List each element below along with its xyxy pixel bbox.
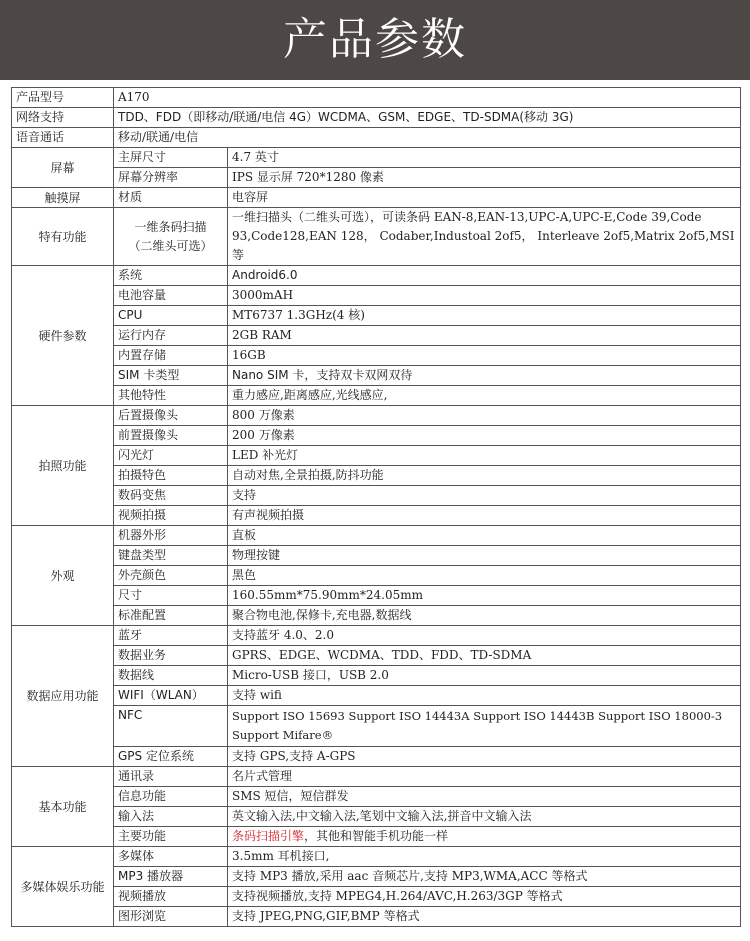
table-row [12,747,741,767]
spec-label: SIM 卡类型 [114,366,228,386]
special-subtitle [114,208,228,266]
spec-value: 支持 GPS,支持 A-GPS [228,747,741,767]
spec-value: A170 [114,88,741,108]
category-special: 特有功能 [12,208,114,266]
table-row [12,426,741,446]
spec-label: 视频播放 [114,887,228,907]
spec-value: Nano SIM 卡，支持双卡双网双待 [228,366,741,386]
spec-value: LED 补光灯 [228,446,741,466]
table-row [12,526,741,546]
table-row [12,386,741,406]
special-sub-line-1: 一维条码扫描 [134,219,207,234]
table-row [12,88,741,108]
spec-value: SMS 短信，短信群发 [228,787,741,807]
spec-label: 信息功能 [114,787,228,807]
spec-label: 机器外形 [114,526,228,546]
category-camera: 拍照功能 [12,406,114,526]
spec-value: 自动对焦,全景拍摄,防抖功能 [228,466,741,486]
table-row [12,366,741,386]
spec-value: 直板 [228,526,741,546]
spec-label: 标准配置 [114,606,228,626]
spec-label: 产品型号 [12,88,114,108]
page-title: 产品参数 [283,14,467,65]
spec-label: 多媒体 [114,847,228,867]
spec-label: 系统 [114,266,228,286]
spec-label: 前置摄像头 [114,426,228,446]
spec-label: MP3 播放器 [114,867,228,887]
table-row [12,867,741,887]
spec-label: 输入法 [114,807,228,827]
table-row [12,626,741,646]
spec-label: 数据线 [114,666,228,686]
spec-value: GPRS、EDGE、WCDMA、TDD、FDD、TD-SDMA [228,646,741,666]
spec-value: 支持视频播放,支持 MPEG4,H.264/AVC,H.263/3GP 等格式 [228,887,741,907]
spec-label: 数码变焦 [114,486,228,506]
table-row [12,168,741,188]
table-row [12,767,741,787]
spec-label: 键盘类型 [114,546,228,566]
spec-value: 聚合物电池,保修卡,充电器,数据线 [228,606,741,626]
spec-label: 拍摄特色 [114,466,228,486]
table-row [12,907,741,927]
spec-value [228,827,741,847]
table-row [12,546,741,566]
main-function-text: ，其他和智能手机功能一样 [304,829,449,843]
table-row [12,666,741,686]
table-row [12,326,741,346]
spec-label: 后置摄像头 [114,406,228,426]
table-row [12,406,741,426]
table-row [12,446,741,466]
spec-label: 电池容量 [114,286,228,306]
spec-value: 重力感应,距离感应,光线感应, [228,386,741,406]
spec-value: 3.5mm 耳机接口, [228,847,741,867]
spec-label: 网络支持 [12,108,114,128]
category-touch: 触摸屏 [12,188,114,208]
table-row [12,586,741,606]
spec-value: Support ISO 15693 Support ISO 14443A Support ISO 14443B Support ISO 18000-3 Support Mifare® [228,706,741,747]
spec-label: 数据业务 [114,646,228,666]
table-row [12,486,741,506]
spec-label: 运行内存 [114,326,228,346]
table-row [12,706,741,747]
table-row [12,787,741,807]
spec-label: 尺寸 [114,586,228,606]
spec-value: 支持 [228,486,741,506]
spec-value: 200 万像素 [228,426,741,446]
spec-label: NFC [114,706,228,747]
spec-label: 其他特性 [114,386,228,406]
special-sub-line-2: （二维头可选） [128,238,213,253]
table-row [12,208,741,266]
spec-value: IPS 显示屏 720*1280 像素 [228,168,741,188]
spec-label: 图形浏览 [114,907,228,927]
spec-label: CPU [114,306,228,326]
table-row [12,466,741,486]
spec-label: GPS 定位系统 [114,747,228,767]
spec-value: 电容屏 [228,188,741,208]
spec-label: WIFI（WLAN） [114,686,228,706]
category-appearance: 外观 [12,526,114,626]
table-row [12,266,741,286]
spec-value: 16GB [228,346,741,366]
spec-value: 160.55mm*75.90mm*24.05mm [228,586,741,606]
table-row [12,887,741,907]
table-row [12,148,741,168]
spec-value: Micro-USB 接口，USB 2.0 [228,666,741,686]
table-row [12,346,741,366]
table-row [12,566,741,586]
table-row [12,606,741,626]
table-row [12,807,741,827]
spec-value: 有声视频拍摄 [228,506,741,526]
spec-label: 主要功能 [114,827,228,847]
spec-value: 支持 wifi [228,686,741,706]
spec-label: 主屏尺寸 [114,148,228,168]
spec-value: 4.7 英寸 [228,148,741,168]
category-data: 数据应用功能 [12,626,114,767]
table-row [12,128,741,148]
spec-label: 蓝牙 [114,626,228,646]
spec-value: 名片式管理 [228,767,741,787]
spec-table [11,87,741,927]
spec-label: 外壳颜色 [114,566,228,586]
category-screen: 屏幕 [12,148,114,188]
spec-value: 支持 JPEG,PNG,GIF,BMP 等格式 [228,907,741,927]
category-basic: 基本功能 [12,767,114,847]
spec-value: TDD、FDD（即移动/联通/电信 4G）WCDMA、GSM、EDGE、TD-SDMA(移动 3G) [114,108,741,128]
spec-value: 移动/联通/电信 [114,128,741,148]
table-row [12,646,741,666]
spec-value: MT6737 1.3GHz(4 核) [228,306,741,326]
spec-label: 屏幕分辨率 [114,168,228,188]
spec-value: 英文输入法,中文输入法,笔划中文输入法,拼音中文输入法 [228,807,741,827]
spec-label: 通讯录 [114,767,228,787]
category-hardware: 硬件参数 [12,266,114,406]
header-banner [0,0,750,80]
table-row [12,286,741,306]
category-media: 多媒体娱乐功能 [12,847,114,927]
spec-value: 2GB RAM [228,326,741,346]
table-row [12,506,741,526]
spec-label: 材质 [114,188,228,208]
table-row [12,188,741,208]
table-row [12,306,741,326]
table-row [12,827,741,847]
spec-label: 内置存储 [114,346,228,366]
spec-value: Android6.0 [228,266,741,286]
barcode-engine-highlight: 条码扫描引擎 [232,829,305,843]
table-row [12,847,741,867]
spec-value: 支持 MP3 播放,采用 aac 音频芯片,支持 MP3,WMA,ACC 等格式 [228,867,741,887]
spec-value: 一维扫描头（二维头可选），可读条码 EAN-8,EAN-13,UPC-A,UPC-E,Code 39,Code 93,Code128,EAN 128， Codaber,Industoal 2of5， Interleave 2of5,Matrix 2of5,MSI 等 [228,208,741,266]
spec-value: 物理按键 [228,546,741,566]
spec-label: 语音通话 [12,128,114,148]
spec-label: 视频拍摄 [114,506,228,526]
table-row [12,686,741,706]
spec-value: 800 万像素 [228,406,741,426]
table-row [12,108,741,128]
spec-value: 支持蓝牙 4.0、2.0 [228,626,741,646]
spec-label: 闪光灯 [114,446,228,466]
spec-value: 3000mAH [228,286,741,306]
spec-value: 黑色 [228,566,741,586]
